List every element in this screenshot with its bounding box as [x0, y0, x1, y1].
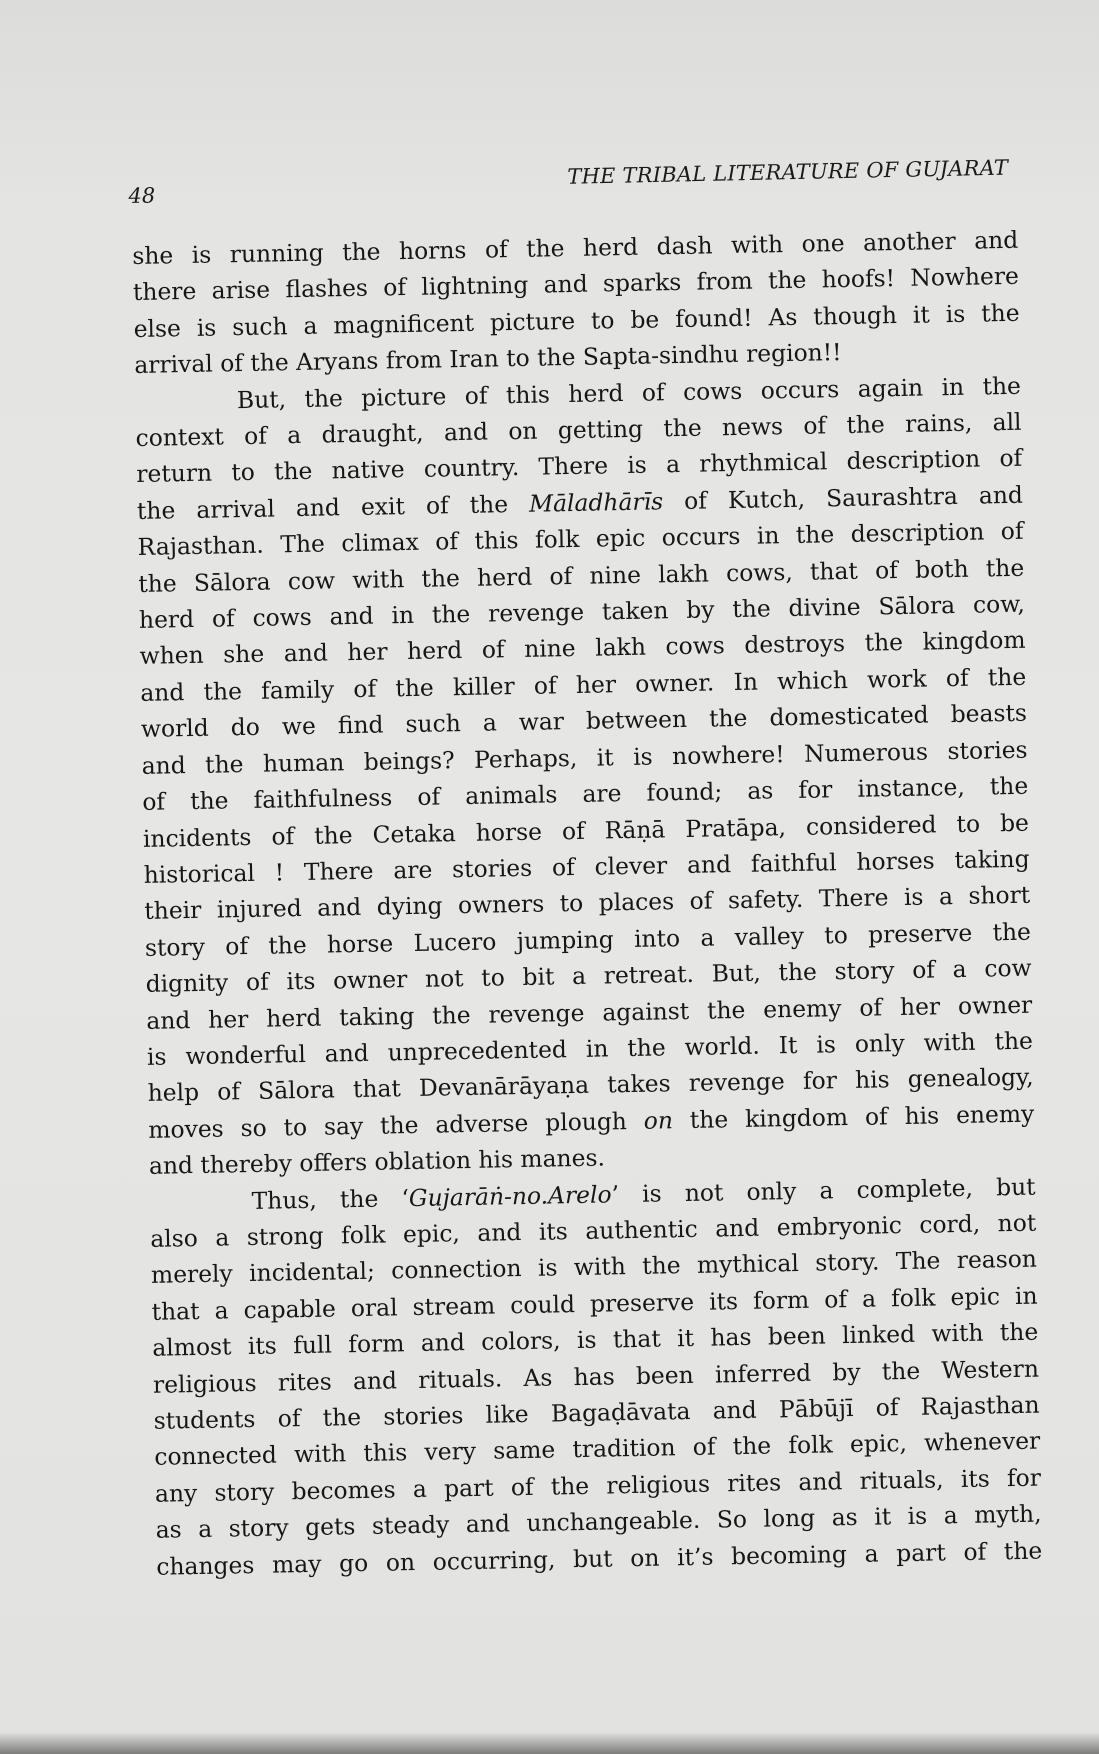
text-line: context of a draught, and on getting the news of the rains, all	[135, 407, 1022, 452]
text-line: almost its full form and colors, is that it has been linked with the	[152, 1317, 1039, 1362]
paragraph-start-line: But, the picture of this herd of cows occurs again in the	[236, 371, 1022, 414]
text-line: and her herd taking the revenge against the enemy of her owner	[146, 990, 1033, 1035]
text-line: religious rites and rituals. As has been inferred by the Western	[152, 1354, 1040, 1399]
page-header	[128, 156, 1009, 214]
text-line: merely incidental; connection is with the mythical story. The reason	[150, 1244, 1038, 1290]
text-line: story of the horse Lucero jumping into a valley to preserve the	[144, 917, 1032, 962]
text-line: connected with this very same tradition of the folk epic, whenever	[154, 1426, 1041, 1472]
text-line: world do we find such a war between the domesticated beasts	[140, 698, 1028, 744]
text-line: is wonderful and unprecedented in the world. It is only with the	[146, 1026, 1034, 1071]
running-head: THE TRIBAL LITERATURE OF GUJARAT	[567, 155, 1009, 189]
text-line: and the family of the killer of her owner. In which work of the	[140, 662, 1027, 707]
text-segment: the kingdom of his enemy	[672, 1099, 1035, 1134]
text-segment: ’ is not only a complete, but	[611, 1172, 1036, 1208]
text-line: return to the native country. There is a rhythmical description of	[136, 444, 1023, 489]
text-segment: of Kutch, Saurashtra and	[662, 480, 1024, 516]
text-line: when she and her herd of nine lakh cows destroys the kingdom	[139, 626, 1026, 671]
scan-edge-shadow	[0, 1732, 1099, 1754]
text-line: students of the stories like Bagaḍāvata and Pābūjī of Rajasthan	[153, 1390, 1040, 1435]
italic-term: Māladhārīs	[528, 487, 664, 518]
text-segment: the arrival and exit of the	[136, 489, 530, 525]
body-text	[132, 222, 1043, 1585]
text-line: and the human beings? Perhaps, it is nowhere! Numerous stories	[141, 735, 1028, 780]
text-line: also a strong folk epic, and its authentic and embryonic cord, not	[150, 1208, 1037, 1253]
text-line: dignity of its owner not to bit a retreat. But, the story of a cow	[145, 953, 1032, 998]
text-line: of the faithfulness of animals are found; as for instance, the	[142, 771, 1029, 816]
text-line: any story becomes a part of the religious rites and rituals, its for	[154, 1463, 1042, 1508]
text-line: Rajasthan. The climax of this folk epic occurs in the description of	[137, 516, 1024, 562]
page-number: 48	[128, 183, 156, 208]
text-line: herd of cows and in the revenge taken by the divine Sālora cow,	[138, 589, 1026, 634]
italic-term: on	[643, 1105, 674, 1135]
text-segment: moves so to say the adverse plough	[148, 1106, 645, 1144]
text-line: she is running the horns of the herd dash with one another and	[132, 225, 1019, 270]
text-line: there arise flashes of lightning and sparks from the hoofs! Nowhere	[132, 262, 1020, 307]
text-line: changes may go on occurring, but on it’s becoming a part of the	[156, 1536, 1043, 1581]
text-line: that a capable oral stream could preserve its form of a folk epic in	[151, 1281, 1038, 1326]
text-line: the Sālora cow with the herd of nine lakh cows, that of both the	[138, 553, 1025, 598]
text-line: incidents of the Cetaka horse of Rāṇā Pratāpa, considered to be	[142, 808, 1030, 853]
text-line: historical ! There are stories of clever and faithful horses taking	[143, 844, 1030, 889]
text-line: arrival of the Aryans from Iran to the Sapta-sindhu region!!	[134, 338, 842, 380]
text-segment: Thus, the ‘	[251, 1183, 410, 1215]
text-line: help of Sālora that Devanārāyaṇa takes revenge for his genealogy,	[147, 1062, 1034, 1108]
text-line: else is such a magnificent picture to be found! As though it is the	[133, 298, 1020, 343]
text-line: as a story gets steady and unchangeable. So long as it is a myth,	[155, 1499, 1042, 1544]
text-line: and thereby offers oblation his manes.	[148, 1143, 606, 1180]
italic-title: Gujarāṅ-no.Arelo	[408, 1179, 612, 1212]
text-line: their injured and dying owners to places of safety. There is a short	[144, 880, 1031, 926]
